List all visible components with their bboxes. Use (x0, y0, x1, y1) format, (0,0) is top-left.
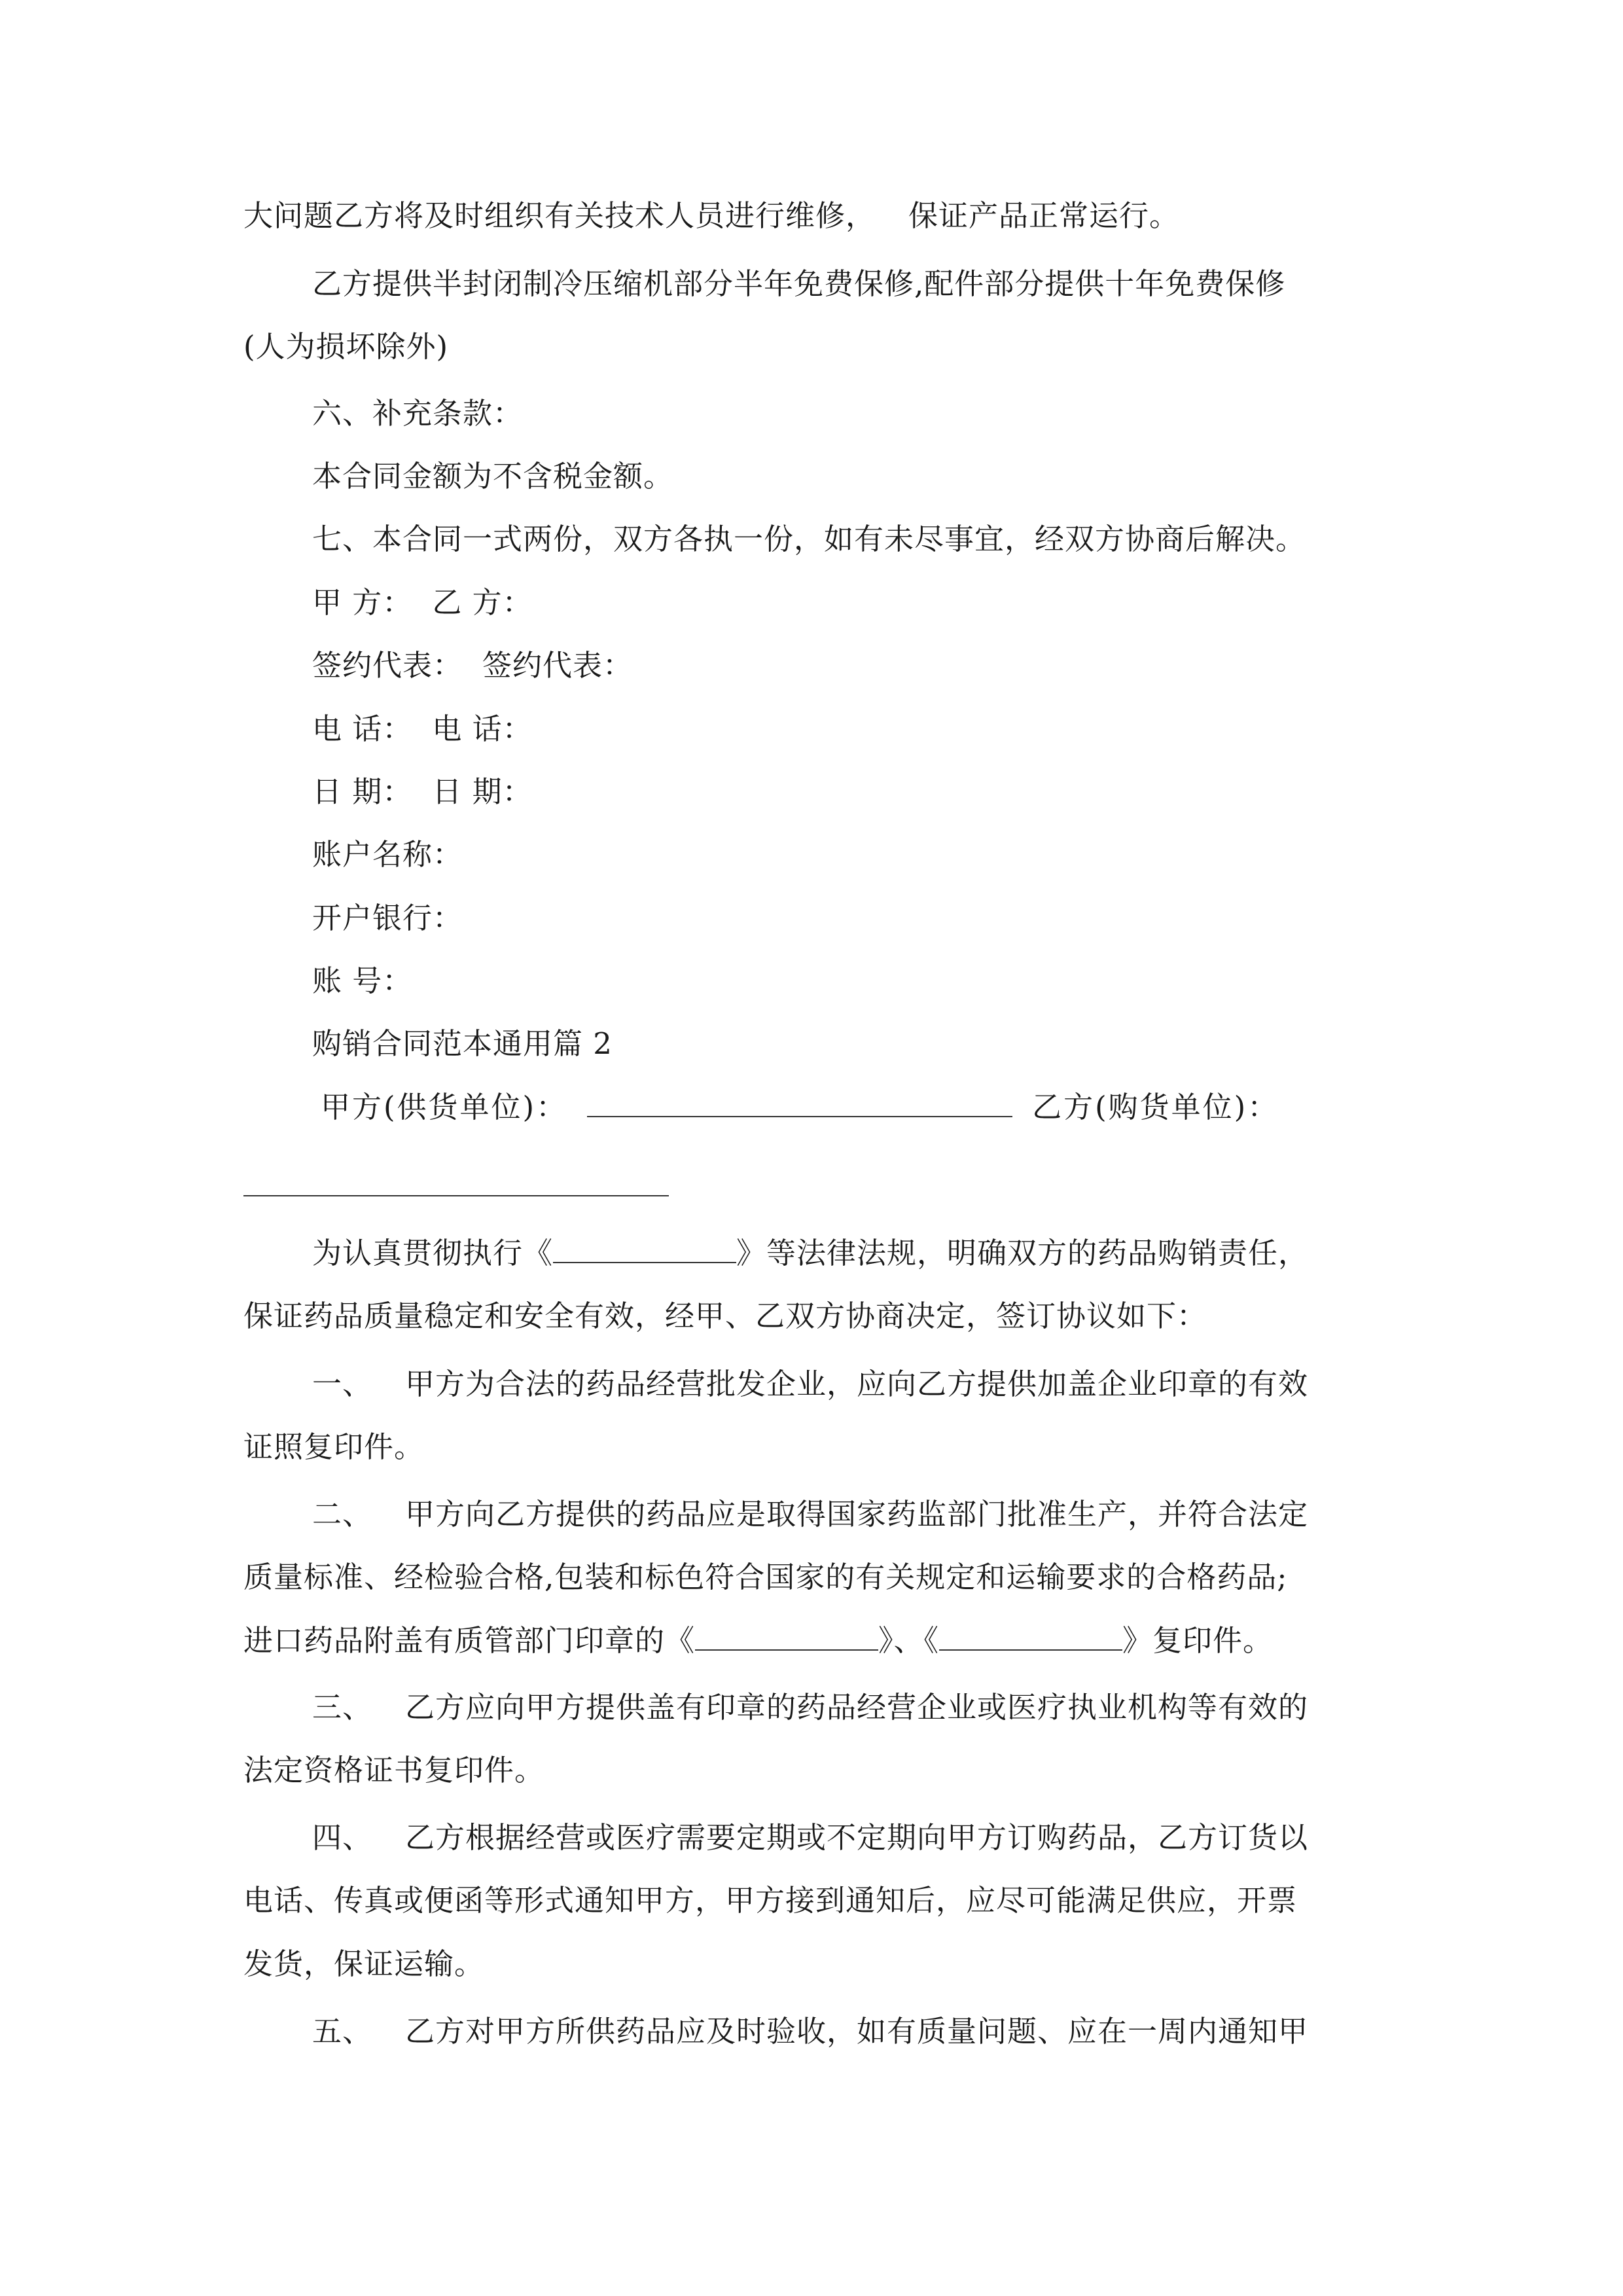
signature-party-row: 甲 方： 乙 方： (312, 585, 533, 620)
supplier-blank (587, 1087, 1012, 1117)
section-heading: 六、补充条款： (312, 396, 524, 431)
clause-line: 一、 甲方为合法的药品经营批发企业，应向乙方提供加盖企业印章的有效 (312, 1367, 1309, 1401)
paragraph-line: 电话、传真或便函等形式通知甲方，甲方接到通知后，应尽可能满足供应，开票 (243, 1883, 1298, 1918)
law-name-blank (553, 1233, 736, 1263)
paragraph-line: 证照复印件。 (243, 1429, 425, 1464)
party-header-row: 甲方(供货单位)： 乙方(购货单位)： (321, 1087, 1279, 1127)
signature-phone-row: 电 话： 电 话： (312, 711, 533, 746)
document-subtitle: 购销合同范本通用篇 2 (312, 1026, 613, 1061)
clause-line: 五、 乙方对甲方所供药品应及时验收，如有质量问题、应在一周内通知甲 (312, 2014, 1309, 2049)
section-heading: 七、本合同一式两份，双方各执一份，如有未尽事宜，经双方协商后解决。 (312, 522, 1306, 556)
paragraph-line: 质量标准、经检验合格,包装和标色符合国家的有关规定和运输要求的合格药品; (243, 1560, 1288, 1594)
paragraph-line: 保证药品质量稳定和安全有效，经甲、乙双方协商决定，签订协议如下： (243, 1299, 1207, 1333)
signature-representative-row: 签约代表： 签约代表： (312, 648, 633, 683)
paragraph-line: 发货，保证运输。 (243, 1946, 485, 1981)
clause-line: 四、 乙方根据经营或医疗需要定期或不定期向甲方订购药品，乙方订货以 (312, 1820, 1309, 1855)
paragraph-line: 进口药品附盖有质管部门印章的《 》、《 》复印件。 (243, 1621, 1273, 1660)
paragraph-line: (人为损坏除外) (243, 329, 449, 364)
account-name-row: 账户名称： (312, 837, 463, 872)
paragraph-line: 为认真贯彻执行《 》等法律法规，明确双方的药品购销责任， (312, 1233, 1308, 1273)
paragraph-line: 大问题乙方将及时组织有关技术人员进行维修， 保证产品正常运行。 (243, 198, 1180, 233)
paragraph-line: 本合同金额为不含税金额。 (312, 459, 674, 493)
clause-line: 三、 乙方应向甲方提供盖有印章的药品经营企业或医疗执业机构等有效的 (312, 1690, 1309, 1725)
account-number-row: 账 号： (312, 963, 413, 998)
document-blank-2 (939, 1621, 1122, 1651)
signature-date-row: 日 期： 日 期： (312, 774, 533, 809)
clause-line: 二、 甲方向乙方提供的药品应是取得国家药监部门批准生产，并符合法定 (312, 1497, 1309, 1532)
bank-name-row: 开户银行： (312, 901, 463, 935)
paragraph-line: 法定资格证书复印件。 (243, 1753, 545, 1787)
document-blank-1 (695, 1621, 878, 1651)
buyer-blank (243, 1195, 669, 1196)
paragraph-line: 乙方提供半封闭制冷压缩机部分半年免费保修,配件部分提供十年免费保修 (312, 266, 1286, 301)
